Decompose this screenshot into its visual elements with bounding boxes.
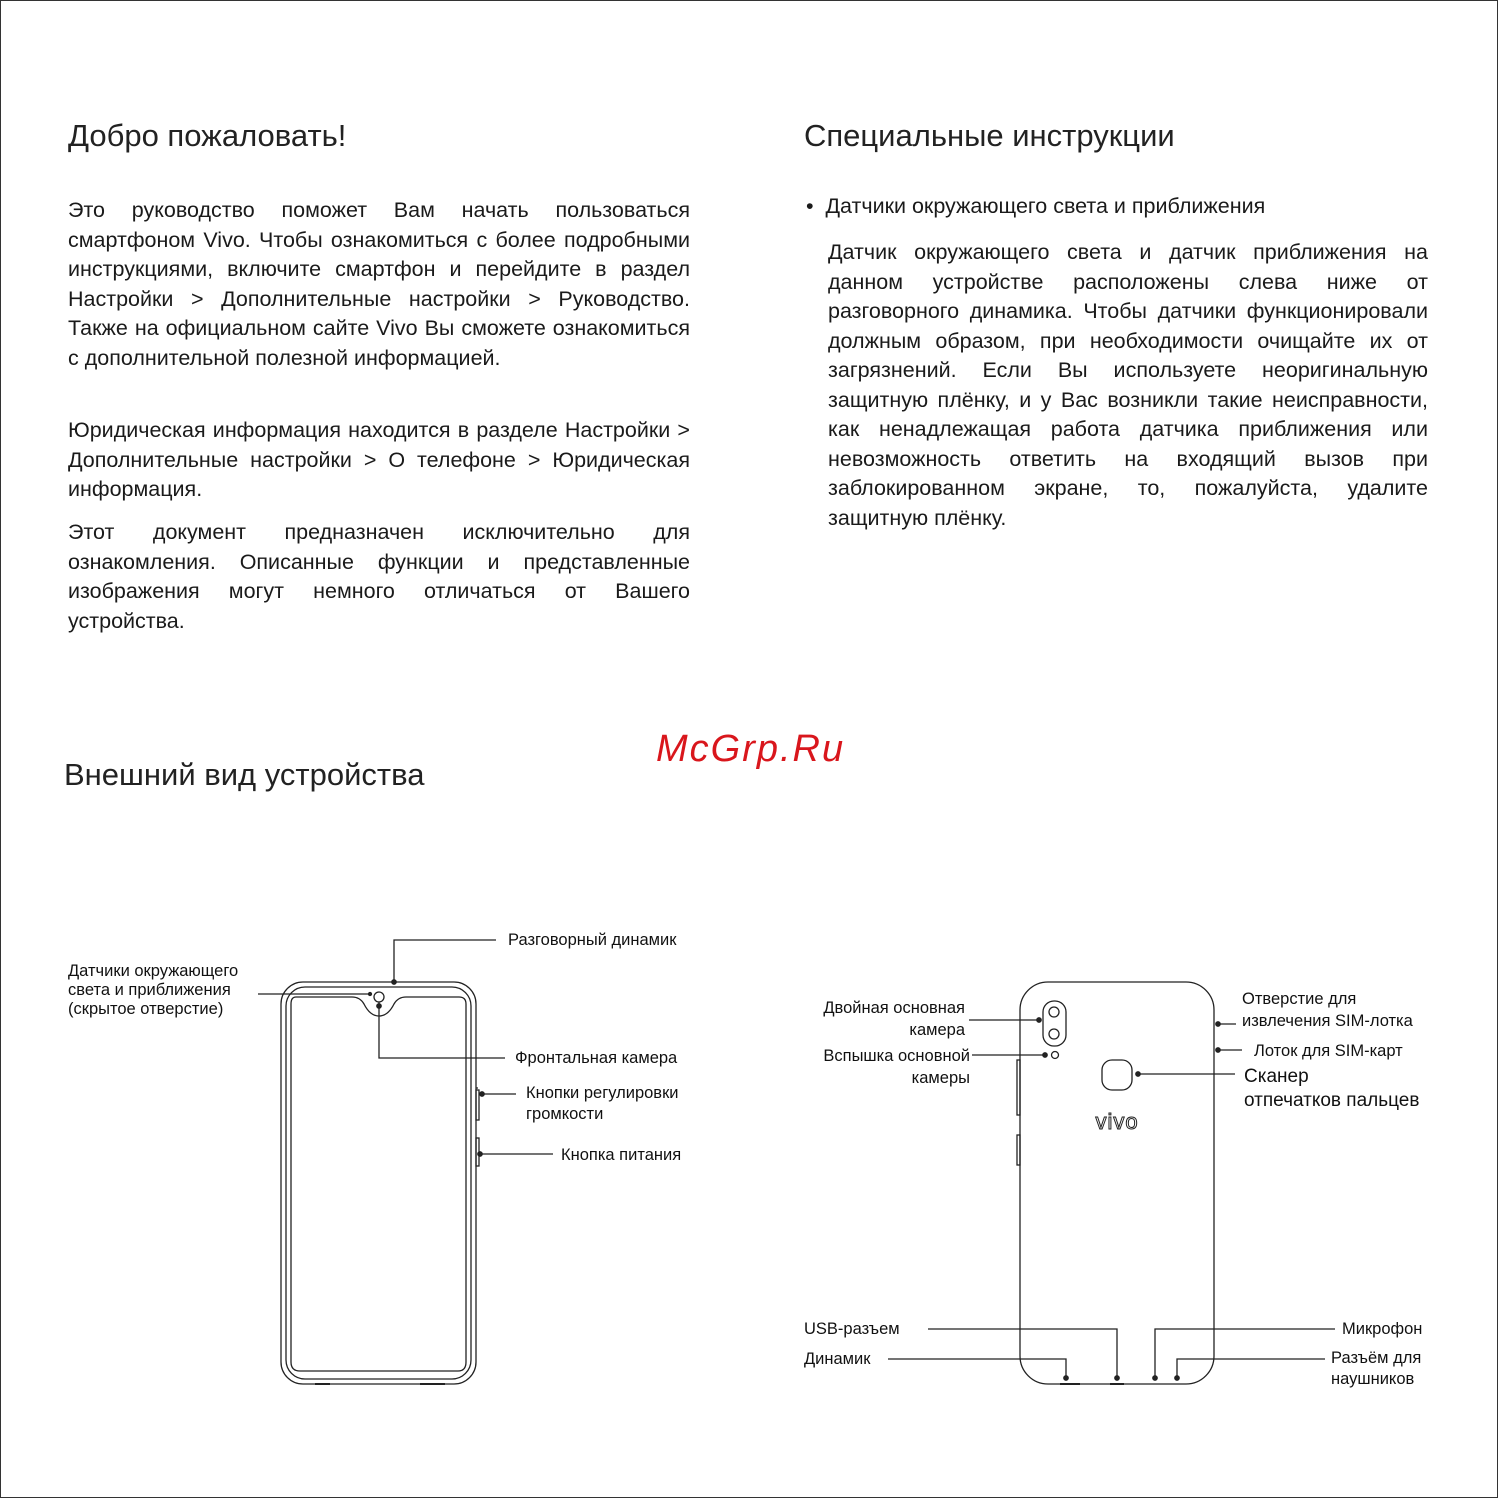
label-sensors-line: Датчики окружающего — [68, 962, 239, 980]
label-dual-camera-line: камера — [909, 1021, 965, 1039]
label-flash-line: камеры — [911, 1069, 970, 1087]
label-headphone-line: наушников — [1331, 1370, 1415, 1388]
front-camera-icon — [374, 992, 384, 1002]
label-front-camera: Фронтальная камера — [515, 1049, 678, 1067]
label-sensors — [68, 962, 238, 1019]
camera-lens-icon — [1049, 1007, 1059, 1017]
device-title: Внешний вид устройства — [64, 757, 425, 792]
label-volume — [526, 1083, 679, 1125]
label-sim-eject-line: Отверстие для — [1242, 990, 1357, 1008]
sensor-hole-icon — [369, 993, 372, 996]
label-fingerprint — [1244, 1065, 1419, 1113]
label-volume-line: Кнопки регулировки — [526, 1084, 679, 1102]
vivo-logo: vivo — [1095, 1109, 1139, 1134]
label-fingerprint-line: отпечатков пальцев — [1244, 1090, 1420, 1111]
camera-lens-icon — [1049, 1029, 1059, 1039]
label-usb: USB-разъем — [804, 1320, 900, 1338]
bullet-dot-icon: • — [806, 194, 826, 218]
welcome-paragraph-3: Этот документ предназначен исключительно для ознакомления. Описанные функции и представленные изображения могут немного отличаться от Вашего устройства. — [68, 520, 690, 633]
front-phone-outline — [281, 982, 479, 1384]
label-fingerprint-line: Сканер — [1244, 1066, 1309, 1087]
label-sensors-line: света и приближения — [68, 981, 231, 999]
label-sensors-line: (скрытое отверстие) — [68, 1000, 224, 1018]
welcome-paragraph-1: Это руководство поможет Вам начать пользоваться смартфоном Vivo. Чтобы ознакомиться с более подробными инструкциями, включите смартфон и перейдите в раздел Настройки > Дополнительные настройки > Руководство. Также на официальном сайте Vivo Вы сможете ознакомиться с дополнительной полезной информацией. — [68, 198, 690, 370]
label-microphone: Микрофон — [1342, 1320, 1423, 1338]
special-bullet-text: Датчики окружающего света и приближения — [825, 194, 1266, 218]
watermark: McGrp.Ru — [656, 728, 846, 770]
welcome-title: Добро пожаловать! — [68, 118, 347, 153]
fingerprint-scanner-icon — [1102, 1060, 1132, 1090]
label-headphone — [1331, 1348, 1421, 1390]
label-volume-line: громкости — [526, 1105, 604, 1123]
label-sim-eject-line: извлечения SIM-лотка — [1242, 1012, 1413, 1030]
label-dual-camera — [790, 997, 965, 1041]
welcome-paragraph-2: Юридическая информация находится в разделе Настройки > Дополнительные настройки > О телефоне > Юридическая информация. — [68, 418, 690, 501]
label-earpiece: Разговорный динамик — [508, 931, 677, 949]
label-sim-eject — [1242, 988, 1413, 1032]
flash-icon — [1052, 1052, 1059, 1059]
label-headphone-line: Разъём для — [1331, 1349, 1422, 1367]
label-flash — [790, 1045, 970, 1089]
label-power: Кнопка питания — [561, 1146, 682, 1164]
label-sim-tray: Лоток для SIM-карт — [1254, 1042, 1403, 1060]
special-title: Специальные инструкции — [804, 118, 1175, 153]
label-speaker: Динамик — [804, 1350, 871, 1368]
label-flash-line: Вспышка основной — [823, 1047, 970, 1065]
label-dual-camera-line: Двойная основная — [823, 999, 965, 1017]
special-text: Датчик окружающего света и датчик приближения на данном устройстве расположены слева ниже от разговорного динамика. Чтобы датчики функционировали должным образом, при необходимости очищайте их от загрязнений. Если Вы используете неоригинальную защитную плёнку, и у Вас возникли такие неисправности, как ненадлежащая работа датчика приближения или невозможность ответить на входящий вызов при заблокированном экране, то, пожалуйста, удалите защитную плёнку. — [828, 240, 1428, 530]
